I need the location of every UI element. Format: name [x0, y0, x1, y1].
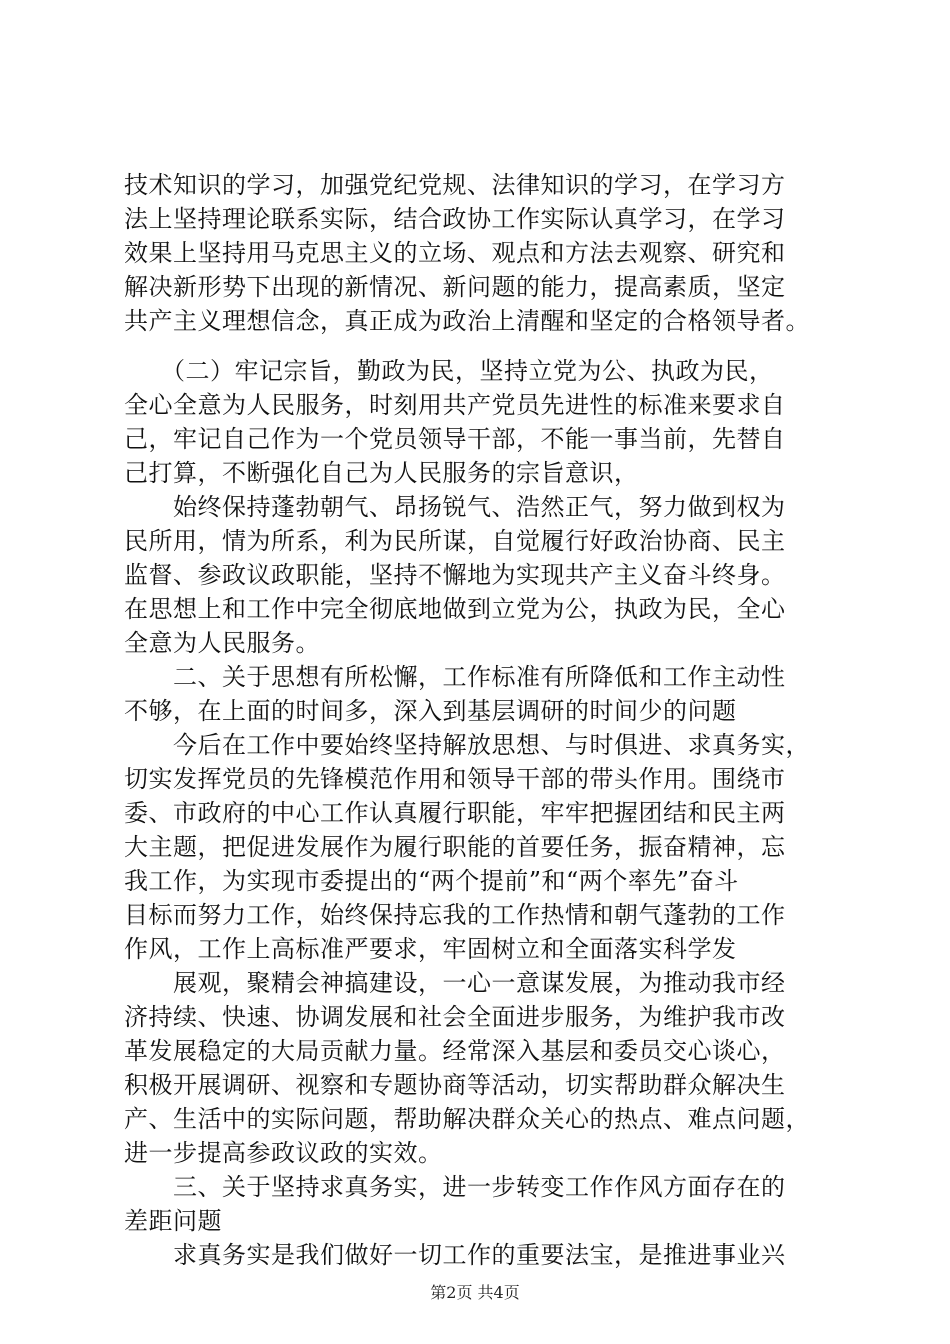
text-line: 求真务实是我们做好一切工作的重要法宝，是推进事业兴	[124, 1241, 786, 1269]
text-line: 今后在工作中要始终坚持解放思想、与时俱进、求真务实，	[124, 731, 810, 759]
text-line: 进一步提高参政议政的实效。	[124, 1139, 443, 1167]
text-line: 效果上坚持用马克思主义的立场、观点和方法去观察、研究和	[124, 239, 786, 267]
text-line: 产、生活中的实际问题，帮助解决群众关心的热点、难点问题，	[124, 1105, 810, 1133]
text-line: 革发展稳定的大局贡献力量。经常深入基层和委员交心谈心，	[124, 1037, 786, 1065]
section-heading-line: 差距问题	[124, 1207, 222, 1235]
section-heading-line: 不够，在上面的时间多，深入到基层调研的时间少的问题	[124, 697, 737, 725]
text-line: （二）牢记宗旨，勤政为民，坚持立党为公、执政为民，	[124, 357, 774, 385]
text-line: 作风，工作上高标准严要求，牢固树立和全面落实科学发	[124, 935, 737, 963]
text-line: 己打算，不断强化自己为人民服务的宗旨意识，	[124, 459, 639, 487]
text-line: 法上坚持理论联系实际，结合政协工作实际认真学习，在学习	[124, 205, 786, 233]
text-line: 我工作，为实现市委提出的“两个提前”和“两个率先”奋斗	[124, 867, 739, 895]
text-line: 民所用，情为所系，利为民所谋，自觉履行好政治协商、民主	[124, 527, 786, 555]
text-line: 济持续、快速、协调发展和社会全面进步服务，为维护我市改	[124, 1003, 786, 1031]
text-line: 展观，聚精会神搞建设，一心一意谋发展，为推动我市经	[124, 969, 786, 997]
text-line: 切实发挥党员的先锋模范作用和领导干部的带头作用。围绕市	[124, 765, 786, 793]
paragraph-block-main	[124, 354, 844, 1272]
text-line: 己，牢记自己作为一个党员领导干部，不能一事当前，先替自	[124, 425, 786, 453]
text-line: 解决新形势下出现的新情况、新问题的能力，提高素质，坚定	[124, 273, 786, 301]
text-line: 监督、参政议政职能，坚持不懈地为实现共产主义奋斗终身。	[124, 561, 786, 589]
page-number-footer: 第2页 共4页	[430, 1283, 520, 1302]
text-line: 目标而努力工作，始终保持忘我的工作热情和朝气蓬勃的工作	[124, 901, 786, 929]
text-line: 共产主义理想信念，真正成为政治上清醒和坚定的合格领导者。	[124, 307, 810, 335]
text-line: 始终保持蓬勃朝气、昂扬锐气、浩然正气，努力做到权为	[124, 493, 786, 521]
text-line: 全心全意为人民服务，时刻用共产党员先进性的标准来要求自	[124, 391, 786, 419]
text-line: 在思想上和工作中完全彻底地做到立党为公，执政为民，全心	[124, 595, 786, 623]
text-line: 技术知识的学习，加强党纪党规、法律知识的学习，在学习方	[124, 171, 786, 199]
text-line: 全意为人民服务。	[124, 629, 320, 657]
text-line: 积极开展调研、视察和专题协商等活动，切实帮助群众解决生	[124, 1071, 786, 1099]
section-heading-line: 三、关于坚持求真务实，进一步转变工作作风方面存在的	[124, 1173, 786, 1201]
paragraph-block-top	[124, 168, 844, 338]
section-heading-line: 二、关于思想有所松懈，工作标准有所降低和工作主动性	[124, 663, 786, 691]
text-line: 大主题，把促进发展作为履行职能的首要任务，振奋精神，忘	[124, 833, 786, 861]
text-line: 委、市政府的中心工作认真履行职能，牢牢把握团结和民主两	[124, 799, 786, 827]
